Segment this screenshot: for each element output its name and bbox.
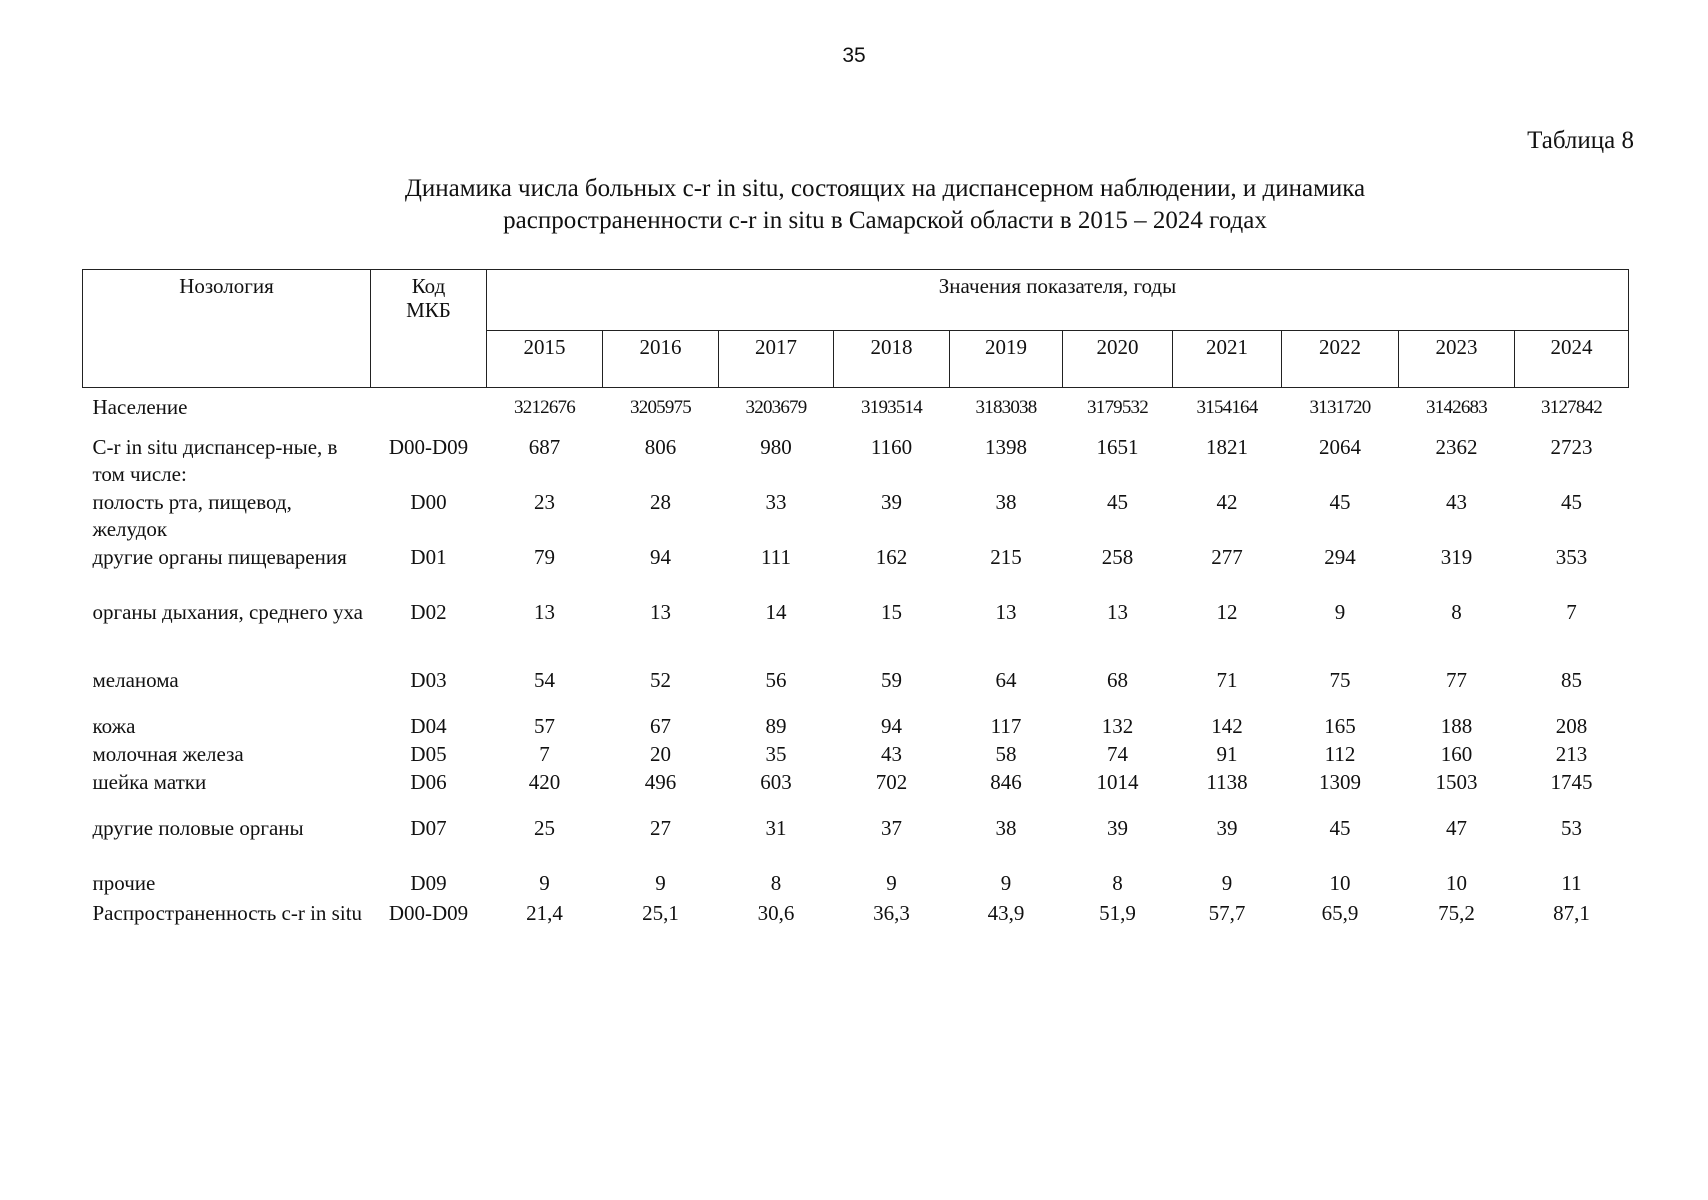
header-nosology: Нозология (83, 270, 371, 388)
row-code: D06 (410, 770, 447, 794)
row-code (371, 388, 487, 435)
row-value: 94 (650, 545, 671, 569)
row-value: 47 (1446, 816, 1467, 840)
row-nosology: полость рта, пищевод, желудок (92, 490, 292, 541)
row-value: 132 (1101, 714, 1134, 738)
row-value: 43 (1446, 490, 1467, 514)
row-value: 30,6 (757, 901, 795, 925)
header-year: 2021 (1173, 331, 1282, 388)
row-value: 8 (1451, 600, 1462, 624)
row-value: 71 (1216, 668, 1238, 692)
row-value: 75 (1329, 668, 1351, 692)
header-year: 2016 (603, 331, 719, 388)
row-value: 3179532 (1087, 397, 1148, 418)
row-value: 87,1 (1553, 901, 1590, 925)
table-row (83, 434, 1629, 489)
row-value: 117 (990, 714, 1022, 738)
row-value: 68 (1107, 668, 1128, 692)
table-row (83, 797, 1629, 870)
row-value: 56 (765, 668, 787, 692)
row-nosology: Население (92, 395, 188, 419)
row-value: 31 (765, 816, 787, 840)
row-value: 3193514 (861, 397, 922, 418)
row-value: 13 (1107, 600, 1128, 624)
row-value: 14 (765, 600, 787, 624)
row-value: 1745 (1550, 770, 1593, 794)
row-value: 94 (881, 714, 902, 738)
table-row (83, 898, 1629, 955)
row-value: 3127842 (1541, 397, 1602, 418)
row-value: 208 (1555, 714, 1588, 738)
header-year: 2024 (1515, 331, 1629, 388)
row-value: 77 (1446, 668, 1467, 692)
table-label: Таблица 8 (1527, 127, 1634, 154)
row-value: 59 (881, 668, 902, 692)
table-row (83, 654, 1629, 695)
row-value: 58 (995, 742, 1017, 766)
row-value: 9 (1334, 600, 1346, 624)
row-value: 162 (875, 545, 908, 569)
page-number: 35 (842, 44, 866, 67)
row-value: 45 (1329, 816, 1351, 840)
row-value: 9 (539, 871, 550, 895)
row-value: 1014 (1096, 770, 1139, 794)
header-code-text: Код МКБ (406, 274, 451, 322)
row-value: 12 (1216, 600, 1238, 624)
row-value: 74 (1107, 742, 1128, 766)
row-value: 39 (1216, 816, 1238, 840)
row-value: 25,1 (642, 901, 679, 925)
row-value: 35 (765, 742, 787, 766)
header-year: 2017 (719, 331, 834, 388)
table-title-line: Динамика числа больных c-r in situ, состоящих на диспансерном наблюдении, и динамика (404, 175, 1366, 202)
row-value: 25 (534, 816, 555, 840)
table-row (83, 544, 1629, 599)
table-row (83, 870, 1629, 898)
header-values-caption: Значения показателя, годы (487, 270, 1629, 331)
row-value: 165 (1324, 714, 1356, 738)
row-value: 160 (1440, 742, 1473, 766)
row-value: 7 (539, 742, 550, 766)
row-value: 112 (1324, 742, 1356, 766)
row-value: 702 (875, 770, 908, 794)
row-value: 64 (995, 668, 1017, 692)
row-nosology: меланома (92, 668, 179, 692)
row-nosology: кожа (92, 714, 136, 738)
row-value: 51,9 (1099, 901, 1136, 925)
row-value: 8 (770, 871, 782, 895)
row-value: 496 (644, 770, 677, 794)
row-code: D05 (410, 742, 447, 766)
row-value: 38 (995, 816, 1017, 840)
row-code: D04 (410, 714, 447, 738)
row-value: 39 (1107, 816, 1128, 840)
row-value: 3154164 (1196, 397, 1258, 418)
header-year: 2019 (950, 331, 1063, 388)
row-value: 1138 (1206, 770, 1248, 794)
table-row (83, 769, 1629, 797)
row-value: 1651 (1096, 435, 1139, 459)
row-value: 37 (881, 816, 902, 840)
row-value: 38 (995, 490, 1017, 514)
row-value: 57 (534, 714, 555, 738)
row-nosology: прочие (92, 871, 156, 895)
row-value: 85 (1561, 668, 1582, 692)
row-value: 13 (995, 600, 1017, 624)
row-value: 89 (765, 714, 787, 738)
row-value: 188 (1440, 714, 1473, 738)
row-value: 213 (1555, 742, 1588, 766)
row-code: D00-D09 (388, 901, 469, 925)
row-value: 52 (650, 668, 671, 692)
row-value: 33 (765, 490, 787, 514)
row-value: 2723 (1550, 435, 1593, 459)
row-value: 1821 (1206, 435, 1248, 459)
row-value: 28 (650, 490, 671, 514)
row-value: 3131720 (1309, 397, 1371, 418)
row-value: 75,2 (1438, 901, 1475, 925)
row-value: 10 (1329, 871, 1351, 895)
row-value: 294 (1324, 545, 1356, 569)
data-table (82, 269, 1629, 955)
row-nosology: шейка матки (92, 770, 207, 794)
row-code: D01 (410, 545, 447, 569)
row-code: D03 (410, 668, 447, 692)
row-value: 142 (1211, 714, 1243, 738)
row-value: 846 (990, 770, 1022, 794)
row-value: 45 (1329, 490, 1351, 514)
row-value: 9 (1000, 871, 1012, 895)
row-value: 2362 (1435, 435, 1478, 459)
row-value: 43 (881, 742, 902, 766)
row-nosology: органы дыхания, среднего уха (92, 600, 363, 624)
row-value: 54 (534, 668, 555, 692)
header-year: 2023 (1399, 331, 1515, 388)
row-value: 3203679 (745, 397, 807, 418)
header-code (371, 270, 487, 388)
row-value: 3142683 (1426, 397, 1487, 418)
row-value: 36,3 (873, 901, 910, 925)
header-year: 2020 (1063, 331, 1173, 388)
row-value: 603 (760, 770, 792, 794)
row-value: 43,9 (987, 901, 1025, 925)
table-row (83, 741, 1629, 769)
row-value: 1160 (870, 435, 913, 459)
row-value: 8 (1112, 871, 1123, 895)
row-value: 39 (881, 490, 902, 514)
row-nosology: Распространенность c-r in situ (92, 901, 363, 925)
row-value: 3205975 (630, 397, 691, 418)
row-value: 91 (1216, 742, 1238, 766)
row-value: 806 (644, 435, 677, 459)
row-value: 687 (528, 435, 561, 459)
row-value: 23 (534, 490, 555, 514)
row-code: D00 (410, 490, 447, 514)
header-year: 2022 (1282, 331, 1399, 388)
row-code: D09 (410, 871, 447, 895)
row-value: 353 (1555, 545, 1588, 569)
row-value: 79 (534, 545, 555, 569)
header-year: 2018 (834, 331, 950, 388)
row-value: 277 (1211, 545, 1243, 569)
table-row (83, 489, 1629, 544)
table-row (83, 695, 1629, 741)
row-nosology: другие органы пищеварения (92, 545, 347, 569)
row-value: 111 (761, 545, 791, 569)
row-value: 65,9 (1321, 901, 1359, 925)
row-value: 258 (1101, 545, 1134, 569)
row-code: D07 (410, 816, 447, 840)
row-value: 21,4 (526, 901, 563, 925)
row-value: 20 (650, 742, 671, 766)
row-value: 9 (1221, 871, 1233, 895)
row-value: 10 (1446, 871, 1467, 895)
row-value: 53 (1561, 816, 1582, 840)
row-value: 13 (650, 600, 671, 624)
row-value: 11 (1561, 871, 1582, 895)
row-value: 980 (760, 435, 792, 459)
row-value: 1398 (985, 435, 1027, 459)
row-value: 1309 (1319, 770, 1361, 794)
row-value: 45 (1561, 490, 1582, 514)
row-value: 9 (655, 871, 666, 895)
table-title (300, 173, 1470, 237)
row-nosology: молочная железа (92, 742, 244, 766)
table-row (83, 388, 1629, 435)
row-value: 27 (650, 816, 671, 840)
row-value: 215 (990, 545, 1022, 569)
table-title-line: распространенности c-r in situ в Самарской области в 2015 – 2024 годах (503, 207, 1267, 234)
row-code: D02 (410, 600, 447, 624)
row-value: 420 (528, 770, 561, 794)
row-code: D00-D09 (388, 435, 469, 459)
row-value: 3183038 (975, 397, 1037, 418)
row-value: 319 (1440, 545, 1473, 569)
row-nosology: C-r in situ диспансер-ные, в том числе: (92, 435, 338, 486)
row-value: 2064 (1319, 435, 1361, 459)
header-year: 2015 (487, 331, 603, 388)
table-row (83, 599, 1629, 654)
row-value: 42 (1216, 490, 1238, 514)
row-value: 7 (1566, 600, 1577, 624)
row-value: 13 (534, 600, 555, 624)
row-value: 9 (886, 871, 897, 895)
row-value: 15 (881, 600, 902, 624)
row-nosology: другие половые органы (92, 816, 304, 840)
row-value: 1503 (1435, 770, 1478, 794)
row-value: 57,7 (1208, 901, 1246, 925)
row-value: 3212676 (514, 397, 575, 418)
row-value: 67 (650, 714, 671, 738)
row-value: 45 (1107, 490, 1128, 514)
